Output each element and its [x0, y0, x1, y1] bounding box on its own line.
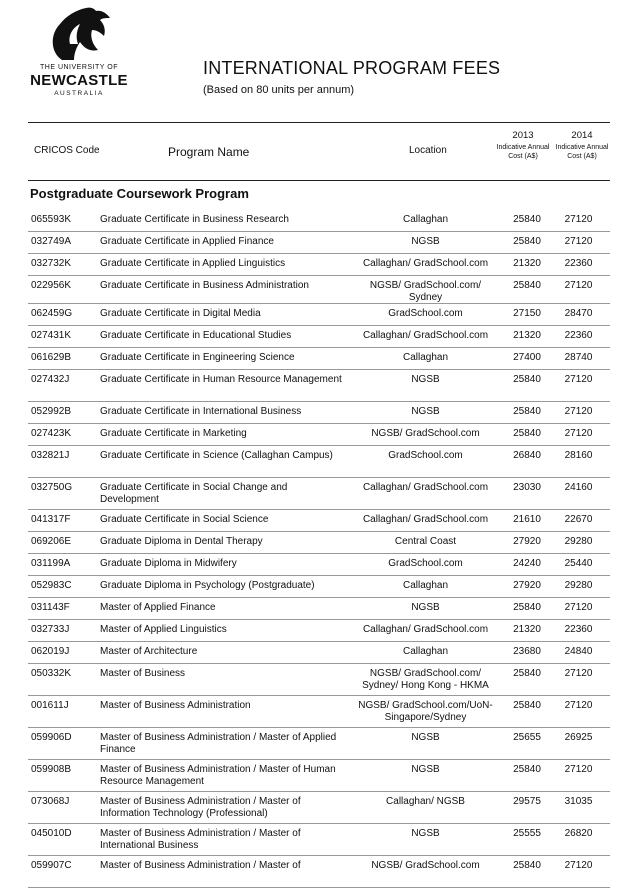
cell-program-name: Master of Business — [100, 668, 186, 679]
cell-cost-2014: 24160 — [564, 482, 593, 493]
section-heading: Postgraduate Coursework Program — [30, 186, 249, 201]
cell-code: 059907C — [31, 860, 72, 871]
cell-cost-2014: 27120 — [564, 280, 593, 291]
cell-cost-2013: 27920 — [513, 536, 541, 547]
cell-program-name: Graduate Certificate in Marketing — [100, 428, 247, 439]
header-bottom-rule — [28, 180, 610, 181]
cell-cost-2014: 27120 — [564, 406, 593, 417]
column-header-2013-label: Indicative Annual Cost (A$) — [496, 144, 550, 160]
cell-code: 059906D — [31, 732, 72, 743]
cell-program-name: Graduate Certificate in Engineering Science — [100, 352, 295, 363]
cell-location: NGSB — [411, 602, 440, 613]
cell-code: 065593K — [31, 214, 72, 225]
table-row — [28, 348, 610, 370]
table-row — [28, 478, 610, 510]
cell-code: 061629B — [31, 352, 72, 363]
cell-code: 050332K — [31, 668, 72, 679]
cell-location: GradSchool.com — [388, 308, 463, 319]
cell-cost-2014: 31035 — [564, 796, 593, 807]
cell-cost-2013: 25840 — [513, 668, 541, 679]
table-row — [28, 642, 610, 664]
cell-code: 031143F — [31, 602, 70, 613]
cell-program-name: Graduate Certificate in Human Resource Management — [100, 374, 342, 385]
cell-location: Callaghan/ GradSchool.com — [362, 482, 489, 493]
cell-location: NGSB — [411, 828, 440, 839]
table-row — [28, 856, 610, 888]
page-subtitle: (Based on 80 units per annum) — [203, 84, 355, 96]
cell-code: 062459G — [31, 308, 73, 319]
cell-cost-2014: 28740 — [564, 352, 593, 363]
cell-location: Callaghan — [402, 352, 449, 363]
cell-code: 045010D — [31, 828, 72, 839]
cell-cost-2013: 25840 — [513, 700, 541, 711]
table-row — [28, 254, 610, 276]
cell-cost-2013: 27400 — [513, 352, 541, 363]
cell-location: NGSB/ GradSchool.com/ Sydney/ Hong Kong - HKMA — [362, 668, 489, 691]
cell-location: NGSB — [411, 406, 440, 417]
cell-cost-2014: 27120 — [564, 860, 593, 871]
cell-cost-2013: 25840 — [513, 214, 541, 225]
cell-location: NGSB — [411, 764, 440, 775]
cell-program-name: Graduate Diploma in Midwifery — [100, 558, 237, 569]
cell-program-name: Graduate Certificate in Educational Studies — [100, 330, 292, 341]
cell-location: Callaghan — [402, 646, 449, 657]
cell-cost-2014: 27120 — [564, 700, 593, 711]
cell-location: NGSB/ GradSchool.com/UoN-Singapore/Sydney — [358, 700, 493, 723]
cell-cost-2013: 25840 — [513, 860, 541, 871]
cell-cost-2014: 26820 — [564, 828, 593, 839]
table-row — [28, 402, 610, 424]
table-row — [28, 554, 610, 576]
cell-code: 031199A — [31, 558, 71, 569]
cell-cost-2014: 22360 — [564, 258, 593, 269]
column-header-code: CRICOS Code — [34, 145, 100, 156]
cell-program-name: Master of Architecture — [100, 646, 198, 657]
cell-code: 032733J — [31, 624, 70, 635]
cell-program-name: Graduate Certificate in Social Science — [100, 514, 269, 525]
cell-cost-2014: 27120 — [564, 764, 593, 775]
cell-code: 001611J — [31, 700, 69, 711]
cell-program-name: Graduate Certificate in Social Change and Development — [100, 482, 288, 505]
cell-code: 052983C — [31, 580, 72, 591]
cell-cost-2013: 24240 — [513, 558, 541, 569]
cell-cost-2013: 21320 — [513, 258, 541, 269]
cell-cost-2014: 22670 — [564, 514, 593, 525]
table-row — [28, 326, 610, 348]
cell-location: GradSchool.com — [388, 450, 463, 461]
table-row — [28, 792, 610, 824]
cell-location: NGSB — [411, 732, 440, 743]
logo-line-2: NEWCASTLE — [30, 72, 128, 89]
table-row — [28, 276, 610, 304]
cell-code: 059908B — [31, 764, 72, 775]
cell-location: NGSB/ GradSchool.com/ Sydney — [369, 280, 482, 303]
cell-location: NGSB/ GradSchool.com — [371, 428, 480, 439]
cell-location: NGSB — [411, 374, 440, 385]
cell-program-name: Graduate Certificate in International Business — [100, 406, 302, 417]
cell-program-name: Master of Business Administration / Master of — [100, 860, 301, 871]
cell-cost-2013: 25840 — [513, 280, 541, 291]
table-row — [28, 696, 610, 728]
cell-location: Callaghan/ GradSchool.com — [362, 514, 489, 525]
column-header-2014: 2014 — [571, 130, 593, 141]
cell-location: Callaghan/ GradSchool.com — [362, 258, 489, 269]
cell-cost-2013: 25840 — [513, 236, 541, 247]
table-row — [28, 824, 610, 856]
cell-program-name: Master of Applied Linguistics — [100, 624, 227, 635]
cell-program-name: Master of Business Administration / Master of Applied Finance — [100, 732, 337, 755]
cell-cost-2014: 28470 — [564, 308, 593, 319]
cell-cost-2013: 23030 — [513, 482, 541, 493]
cell-cost-2013: 25840 — [513, 428, 541, 439]
cell-program-name: Master of Applied Finance — [100, 602, 216, 613]
cell-code: 027431K — [31, 330, 72, 341]
cell-cost-2013: 23680 — [513, 646, 541, 657]
cell-cost-2013: 25840 — [513, 602, 541, 613]
seahorse-logo-icon — [44, 6, 114, 62]
fees-table — [28, 210, 610, 888]
cell-cost-2014: 27120 — [564, 428, 593, 439]
cell-cost-2013: 25655 — [513, 732, 541, 743]
cell-code: 062019J — [31, 646, 70, 657]
cell-location: Callaghan/ GradSchool.com — [362, 330, 489, 341]
table-row — [28, 598, 610, 620]
cell-cost-2014: 27120 — [564, 236, 593, 247]
table-row — [28, 424, 610, 446]
university-logo — [24, 6, 134, 98]
table-row — [28, 532, 610, 554]
cell-program-name: Graduate Certificate in Business Administration — [100, 280, 309, 291]
cell-location: Callaghan/ NGSB — [386, 796, 465, 807]
column-header-2013: 2013 — [512, 130, 534, 141]
cell-cost-2013: 21320 — [513, 330, 541, 341]
cell-program-name: Master of Business Administration / Master of International Business — [100, 828, 301, 851]
page-title: INTERNATIONAL PROGRAM FEES — [203, 58, 501, 78]
cell-location: NGSB — [411, 236, 440, 247]
table-row — [28, 760, 610, 792]
cell-location: Callaghan — [402, 580, 449, 591]
cell-code: 032749A — [31, 236, 72, 247]
cell-code: 032821J — [31, 450, 70, 461]
table-row — [28, 620, 610, 642]
cell-cost-2013: 25840 — [513, 764, 541, 775]
cell-cost-2014: 29280 — [564, 580, 593, 591]
cell-program-name: Graduate Certificate in Science (Callaghan Campus) — [100, 450, 333, 461]
cell-code: 069206E — [31, 536, 72, 547]
cell-location: NGSB/ GradSchool.com — [371, 860, 480, 871]
cell-code: 022956K — [31, 280, 72, 291]
cell-program-name: Graduate Certificate in Digital Media — [100, 308, 261, 319]
cell-cost-2013: 25555 — [513, 828, 541, 839]
cell-cost-2014: 27120 — [564, 374, 593, 385]
logo-line-3: AUSTRALIA — [54, 90, 104, 97]
cell-cost-2013: 25840 — [513, 374, 541, 385]
table-row — [28, 446, 610, 478]
cell-program-name: Master of Business Administration — [100, 700, 251, 711]
logo-line-1: THE UNIVERSITY OF — [40, 64, 118, 71]
cell-code: 041317F — [31, 514, 71, 525]
cell-cost-2013: 27150 — [513, 308, 541, 319]
cell-cost-2013: 26840 — [513, 450, 541, 461]
cell-cost-2014: 22360 — [564, 330, 593, 341]
cell-code: 032732K — [31, 258, 72, 269]
cell-cost-2014: 26925 — [564, 732, 593, 743]
cell-program-name: Graduate Diploma in Psychology (Postgraduate) — [100, 580, 315, 591]
cell-program-name: Graduate Certificate in Applied Linguistics — [100, 258, 286, 269]
table-row — [28, 728, 610, 760]
column-header-name: Program Name — [168, 145, 250, 159]
cell-cost-2014: 22360 — [564, 624, 593, 635]
cell-cost-2013: 27920 — [513, 580, 541, 591]
table-row — [28, 664, 610, 696]
cell-cost-2013: 25840 — [513, 406, 541, 417]
cell-cost-2013: 21320 — [513, 624, 541, 635]
table-row — [28, 232, 610, 254]
cell-code: 052992B — [31, 406, 72, 417]
cell-cost-2013: 29575 — [513, 796, 541, 807]
table-row — [28, 370, 610, 402]
cell-program-name: Graduate Certificate in Applied Finance — [100, 236, 274, 247]
column-header-location: Location — [409, 145, 447, 156]
table-row — [28, 304, 610, 326]
table-row — [28, 210, 610, 232]
cell-cost-2014: 29280 — [564, 536, 593, 547]
cell-location: GradSchool.com — [388, 558, 463, 569]
table-row — [28, 576, 610, 598]
cell-cost-2014: 24840 — [564, 646, 593, 657]
cell-program-name: Master of Business Administration / Master of Human Resource Management — [100, 764, 336, 787]
cell-code: 027423K — [31, 428, 72, 439]
cell-program-name: Master of Business Administration / Master of Information Technology (Professional) — [100, 796, 301, 819]
cell-location: Callaghan — [402, 214, 449, 225]
cell-cost-2014: 27120 — [564, 668, 593, 679]
cell-cost-2014: 27120 — [564, 602, 593, 613]
cell-cost-2014: 28160 — [564, 450, 593, 461]
header-top-rule — [28, 122, 610, 123]
cell-location: Central Coast — [394, 536, 457, 547]
cell-cost-2014: 25440 — [564, 558, 593, 569]
cell-code: 032750G — [31, 482, 73, 493]
table-row — [28, 510, 610, 532]
cell-cost-2013: 21610 — [513, 514, 541, 525]
cell-program-name: Graduate Diploma in Dental Therapy — [100, 536, 263, 547]
cell-code: 073068J — [31, 796, 70, 807]
column-header-2014-label: Indicative Annual Cost (A$) — [555, 144, 609, 160]
cell-program-name: Graduate Certificate in Business Research — [100, 214, 289, 225]
cell-location: Callaghan/ GradSchool.com — [362, 624, 489, 635]
cell-cost-2014: 27120 — [564, 214, 593, 225]
cell-code: 027432J — [31, 374, 70, 385]
